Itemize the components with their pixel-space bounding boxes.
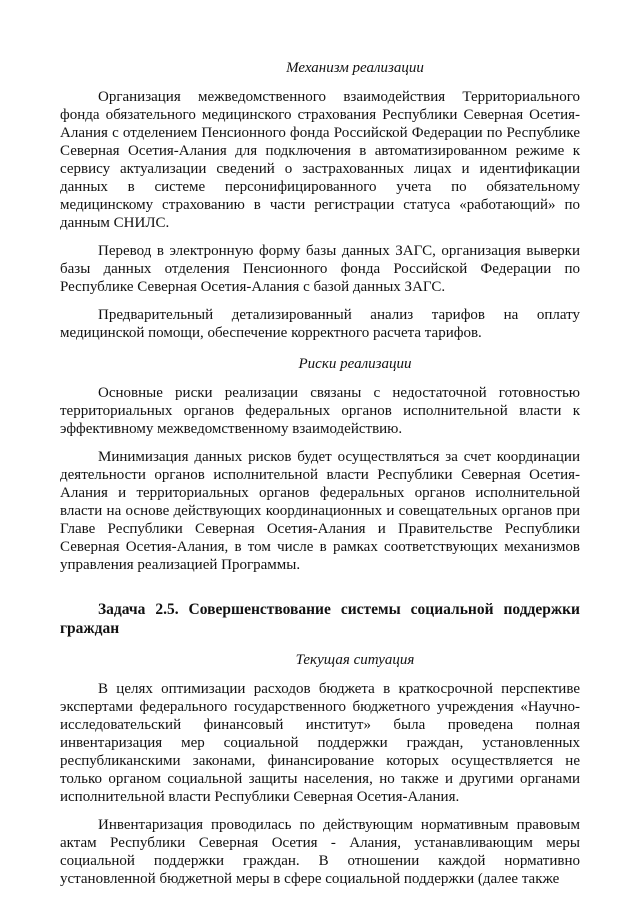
task-title: Задача 2.5. Совершенствование системы социальной поддержки граждан xyxy=(60,601,580,637)
paragraph: В целях оптимизации расходов бюджета в краткосрочной перспективе экспертами федерального государственного бюджетного учреждения «Научно-исследовательский финансовый институт» была проведена полная инвентаризация мер социальной поддержки граждан, установленных республиканскими законами, финансирование которых осуществляется не только органом социальной защиты населения, но также и другими органами исполнительной власти Республики Северная Осетия-Алания. xyxy=(60,681,580,805)
paragraph: Основные риски реализации связаны с недостаточной готовностью территориальных органов федеральных органов исполнительной власти к эффективному межведомственному взаимодействию. xyxy=(60,385,580,437)
section-heading-risks: Риски реализации xyxy=(298,356,412,372)
paragraph: Предварительный детализированный анализ тарифов на оплату медицинской помощи, обеспечение корректного расчета тарифов. xyxy=(60,307,580,341)
paragraph: Инвентаризация проводилась по действующим нормативным правовым актам Республики Северная Осетия - Алания, устанавливающим меры социальной поддержки граждан. В отношении каждой нормативно установленной бюджетной меры в сфере социальной поддержки (далее также xyxy=(60,817,580,887)
document-page xyxy=(60,58,580,898)
section-heading-current-situation: Текущая ситуация xyxy=(295,652,415,668)
section-heading-mechanism: Механизм реализации xyxy=(286,60,424,76)
paragraph: Организация межведомственного взаимодействия Территориального фонда обязательного медицинского страхования Республики Северная Осетия-Алания с отделением Пенсионного фонда Российской Федерации по Республике Северная Осетия-Алания для подключения в автоматизированном режиме к сервису актуализации сведений о застрахованных лицах и идентификации данных в системе персонифицированного учета по обязательному медицинскому страхованию в части регистрации статуса «работающий» по данным СНИЛС. xyxy=(60,89,580,231)
paragraph: Перевод в электронную форму базы данных ЗАГС, организация выверки базы данных отделения Пенсионного фонда Российской Федерации по Республике Северная Осетия-Алания с базой данных ЗАГС. xyxy=(60,243,580,295)
paragraph: Минимизация данных рисков будет осуществляться за счет координации деятельности органов исполнительной власти Республики Северная Осетия-Алания и территориальных органов федеральных органов исполнительной власти на основе действующих координационных и совещательных органов при Главе Республики Северная Осетия-Алания и Правительстве Республики Северная Осетия-Алания, в том числе в рамках соответствующих механизмов управления реализацией Программы. xyxy=(60,449,580,573)
